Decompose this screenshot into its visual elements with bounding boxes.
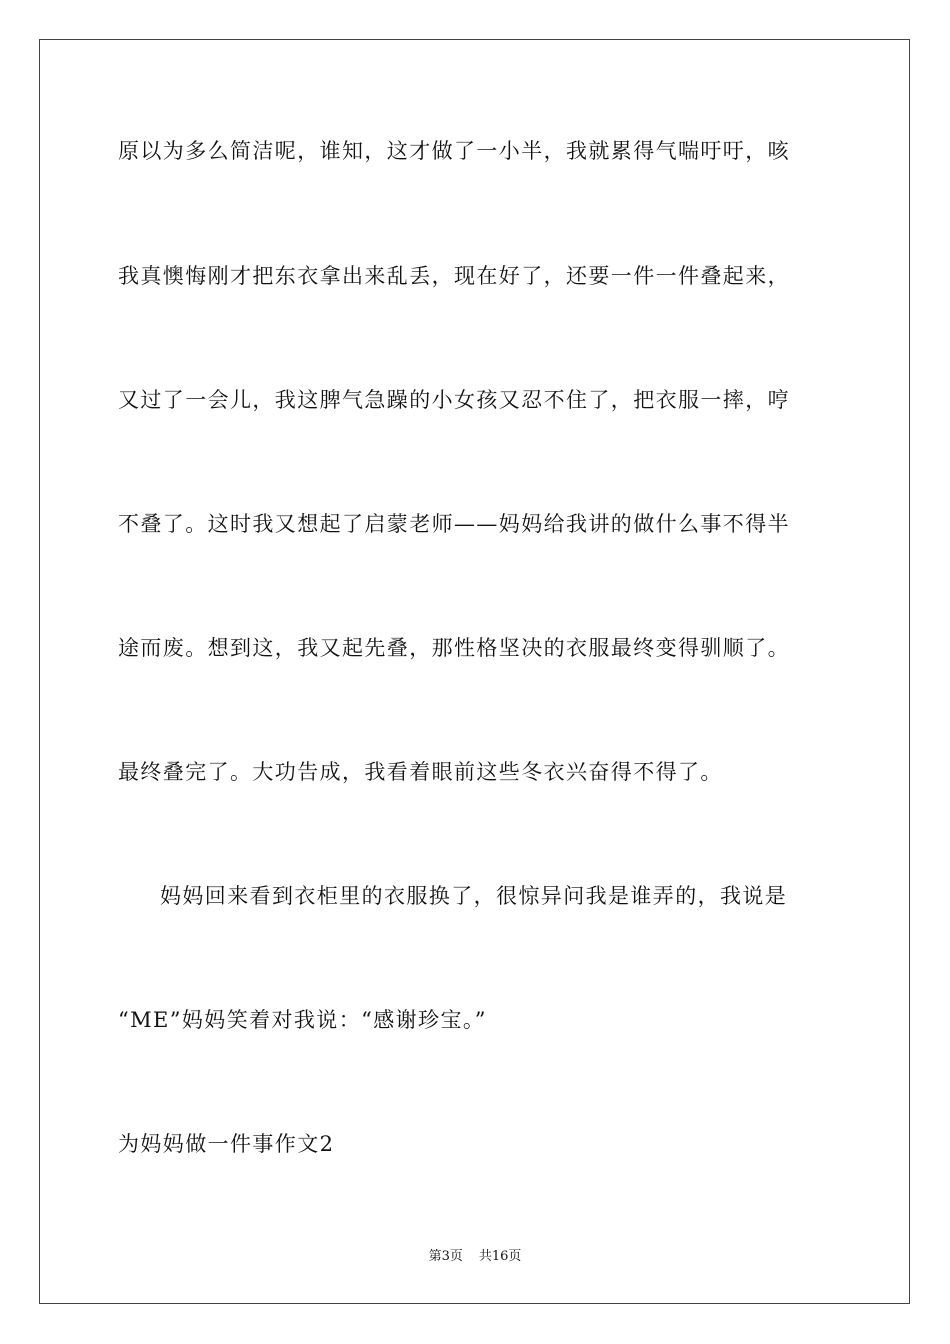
page-number: 第3页 <box>428 1249 463 1264</box>
page-footer <box>0 1248 950 1266</box>
body-line-3: 又过了一会儿，我这脾气急躁的小女孩又忍不住了，把衣服一摔，哼 <box>118 388 790 412</box>
body-line-1: 原以为多么简洁呢，谁知，这才做了一小半，我就累得气喘吁吁，咳 <box>118 139 790 163</box>
page-total: 共16页 <box>478 1249 522 1264</box>
page-border <box>39 39 910 1304</box>
body-line-7: 妈妈回来看到衣柜里的衣服换了，很惊异问我是谁弄的，我说是 <box>160 884 788 908</box>
section-heading: 为妈妈做一件事作文2 <box>118 1132 335 1156</box>
body-line-4: 不叠了。这时我又想起了启蒙老师——妈妈给我讲的做什么事不得半 <box>118 512 790 536</box>
body-line-8: “ME”妈妈笑着对我说：“感谢珍宝。” <box>118 1008 487 1032</box>
body-line-2: 我真懊悔刚才把东衣拿出来乱丢，现在好了，还要一件一件叠起来， <box>118 264 790 288</box>
body-line-5: 途而废。想到这，我又起先叠，那性格坚决的衣服最终变得驯顺了。 <box>118 636 790 660</box>
body-line-6: 最终叠完了。大功告成，我看着眼前这些冬衣兴奋得不得了。 <box>118 760 723 784</box>
